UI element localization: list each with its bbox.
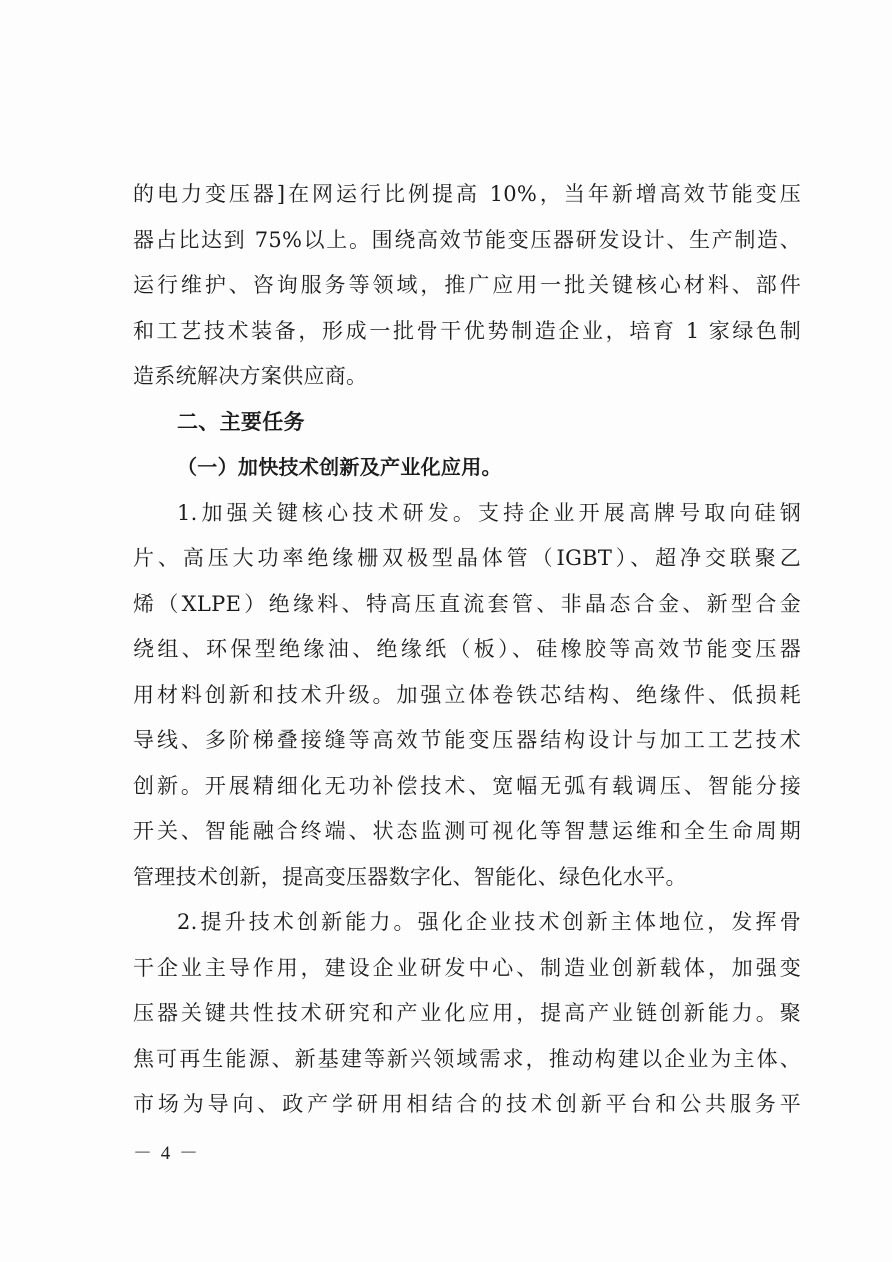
paragraph-line: 和工艺技术装备，形成一批骨干优势制造企业，培育 1 家绿色制 [133, 318, 801, 343]
paragraph-line: 片、高压大功率绝缘栅双极型晶体管（IGBT）、超净交联聚乙 [133, 546, 801, 570]
paragraph-line: 器占比达到 75%以上。围绕高效节能变压器研发设计、生产制造、 [133, 227, 801, 252]
paragraph-line: 1.加强关键核心技术研发。支持企业开展高牌号取向硅钢 [177, 500, 801, 525]
body-text [133, 172, 801, 1128]
paragraph-line: 的电力变压器]在网运行比例提高 10%，当年新增高效节能变压 [133, 182, 801, 206]
paragraph-line: 绕组、环保型绝缘油、绝缘纸（板）、硅橡胶等高效节能变压器 [133, 637, 801, 661]
paragraph-line: 焦可再生能源、新基建等新兴领域需求，推动构建以企业为主体、 [133, 1046, 801, 1071]
paragraph-line: 烯（XLPE）绝缘料、特高压直流套管、非晶态合金、新型合金 [133, 591, 801, 616]
paragraph-line: 2.提升技术创新能力。强化企业技术创新主体地位，发挥骨 [177, 910, 801, 934]
paragraph-line: 开关、智能融合终端、状态监测可视化等智慧运维和全生命周期 [133, 819, 801, 843]
paragraph-line: 干企业主导作用，建设企业研发中心、制造业创新载体，加强变 [133, 955, 801, 980]
paragraph-line: 压器关键共性技术研究和产业化应用，提高产业链创新能力。聚 [133, 1001, 801, 1025]
section-heading: 二、主要任务 [177, 409, 305, 434]
paragraph-line: 运行维护、咨询服务等领域，推广应用一批关键核心材料、部件 [133, 273, 801, 297]
subsection-heading: （一）加快技术创新及产业化应用。 [177, 455, 502, 479]
paragraph-line: 造系统解决方案供应商。 [133, 364, 368, 388]
paragraph-line: 用材料创新和技术升级。加强立体卷铁芯结构、绝缘件、低损耗 [133, 682, 801, 707]
page-number: － 4 － [133, 1143, 201, 1164]
paragraph-line: 创新。开展精细化无功补偿技术、宽幅无弧有载调压、智能分接 [133, 773, 801, 798]
paragraph-line: 市场为导向、政产学研用相结合的技术创新平台和公共服务平 [133, 1092, 801, 1116]
paragraph-line: 导线、多阶梯叠接缝等高效节能变压器结构设计与加工工艺技术 [133, 728, 801, 752]
paragraph-line: 管理技术创新，提高变压器数字化、智能化、绿色化水平。 [133, 864, 687, 889]
